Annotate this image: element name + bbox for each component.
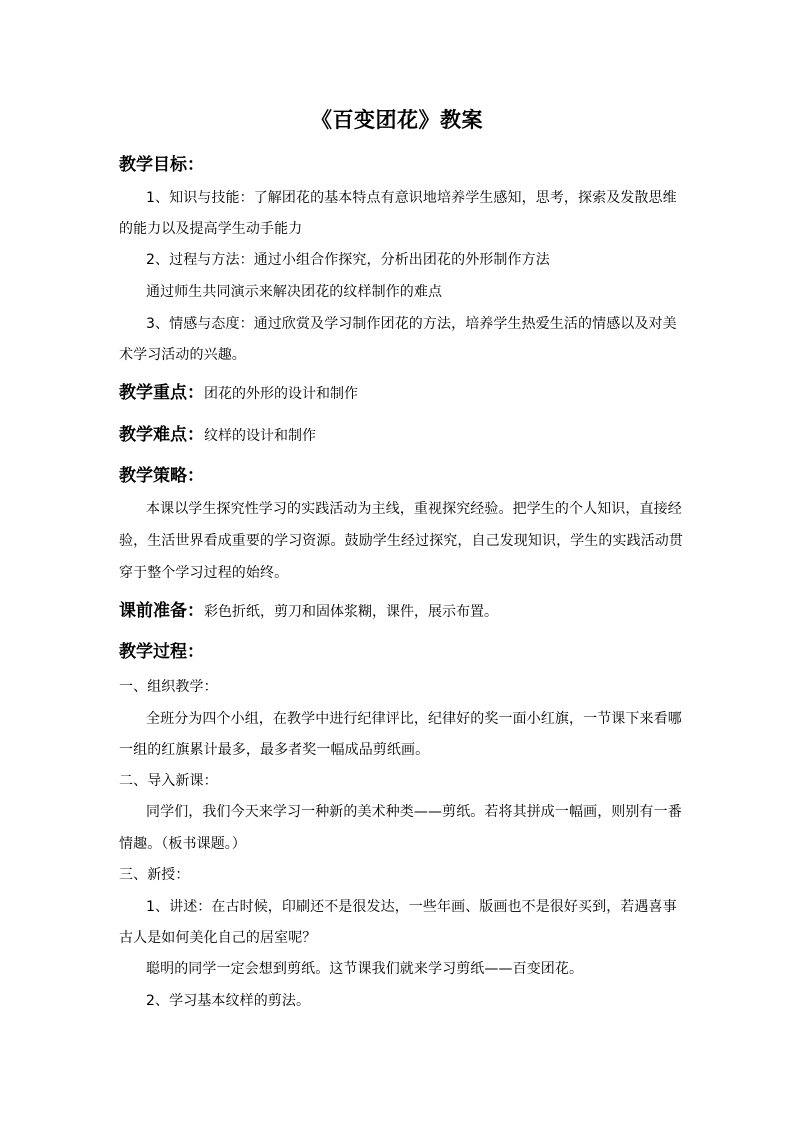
process-section-1-title: 一、组织教学： xyxy=(119,679,218,695)
strategy-heading: 教学策略： xyxy=(119,466,204,486)
objectives-line-2: 的能力以及提高学生动手能力 xyxy=(119,221,303,237)
document-title: 《百变团花》教案 xyxy=(311,107,483,132)
objectives-line-1: 1、知识与技能：了解团花的基本特点有意识地培养学生感知，思考，探索及发散思维 xyxy=(146,190,677,206)
difficulty-text: 纹样的设计和制作 xyxy=(204,428,316,444)
key-point-text: 团花的外形的设计和制作 xyxy=(204,386,358,402)
preparation-label: 课前准备： xyxy=(119,601,204,621)
difficulty-label: 教学难点： xyxy=(119,425,204,445)
difficulty-heading xyxy=(119,420,316,445)
process-section-3-title: 三、新授： xyxy=(119,867,190,883)
objectives-line-6: 术学习活动的兴趣。 xyxy=(119,347,246,363)
process-heading: 教学过程： xyxy=(119,642,204,662)
key-point-heading xyxy=(119,378,358,403)
process-section-2-line-2: 情趣。（板书课题。） xyxy=(119,836,246,852)
preparation-heading xyxy=(119,596,498,621)
process-section-3-line-3: 聪明的同学一定会想到剪纸。这节课我们就来学习剪纸——百变团花。 xyxy=(146,961,584,977)
process-section-1-line-1: 全班分为四个小组，在教学中进行纪律评比，纪律好的奖一面小红旗，一节课下来看哪 xyxy=(146,711,682,727)
process-section-2-line-1: 同学们，我们今天来学习一种新的美术种类——剪纸。若将其拼成一幅画，则别有一番 xyxy=(146,804,682,820)
objectives-line-3: 2、过程与方法：通过小组合作探究，分析出团花的外形制作方法 xyxy=(146,252,550,268)
process-section-2-title: 二、导入新课： xyxy=(119,773,218,789)
objectives-line-5: 3、情感与态度：通过欣赏及学习制作团花的方法，培养学生热爱生活的情感以及对美 xyxy=(146,316,677,332)
strategy-line-2: 验，生活世界看成重要的学习资源。鼓励学生经过探究，自己发现知识，学生的实践活动贯 xyxy=(119,533,683,549)
objectives-heading: 教学目标： xyxy=(119,155,204,175)
strategy-line-1: 本课以学生探究性学习的实践活动为主线，重视探究经验。把学生的个人知识，直接经 xyxy=(146,501,682,517)
process-section-1-line-2: 一组的红旗累计最多，最多者奖一幅成品剪纸画。 xyxy=(119,742,430,758)
strategy-line-3: 穿于整个学习过程的始终。 xyxy=(119,565,289,581)
process-section-3-line-1: 1、讲述：在古时候，印刷还不是很发达，一些年画、版画也不是很好买到，若遇喜事 xyxy=(146,899,677,915)
key-point-label: 教学重点： xyxy=(119,383,204,403)
process-section-3-line-4: 2、学习基本纹样的剪法。 xyxy=(146,993,311,1009)
process-section-3-line-2: 古人是如何美化自己的居室呢？ xyxy=(119,930,317,946)
preparation-text: 彩色折纸，剪刀和固体浆糊，课件，展示布置。 xyxy=(204,604,498,620)
objectives-line-4: 通过师生共同演示来解决团花的纹样制作的难点 xyxy=(146,284,443,300)
